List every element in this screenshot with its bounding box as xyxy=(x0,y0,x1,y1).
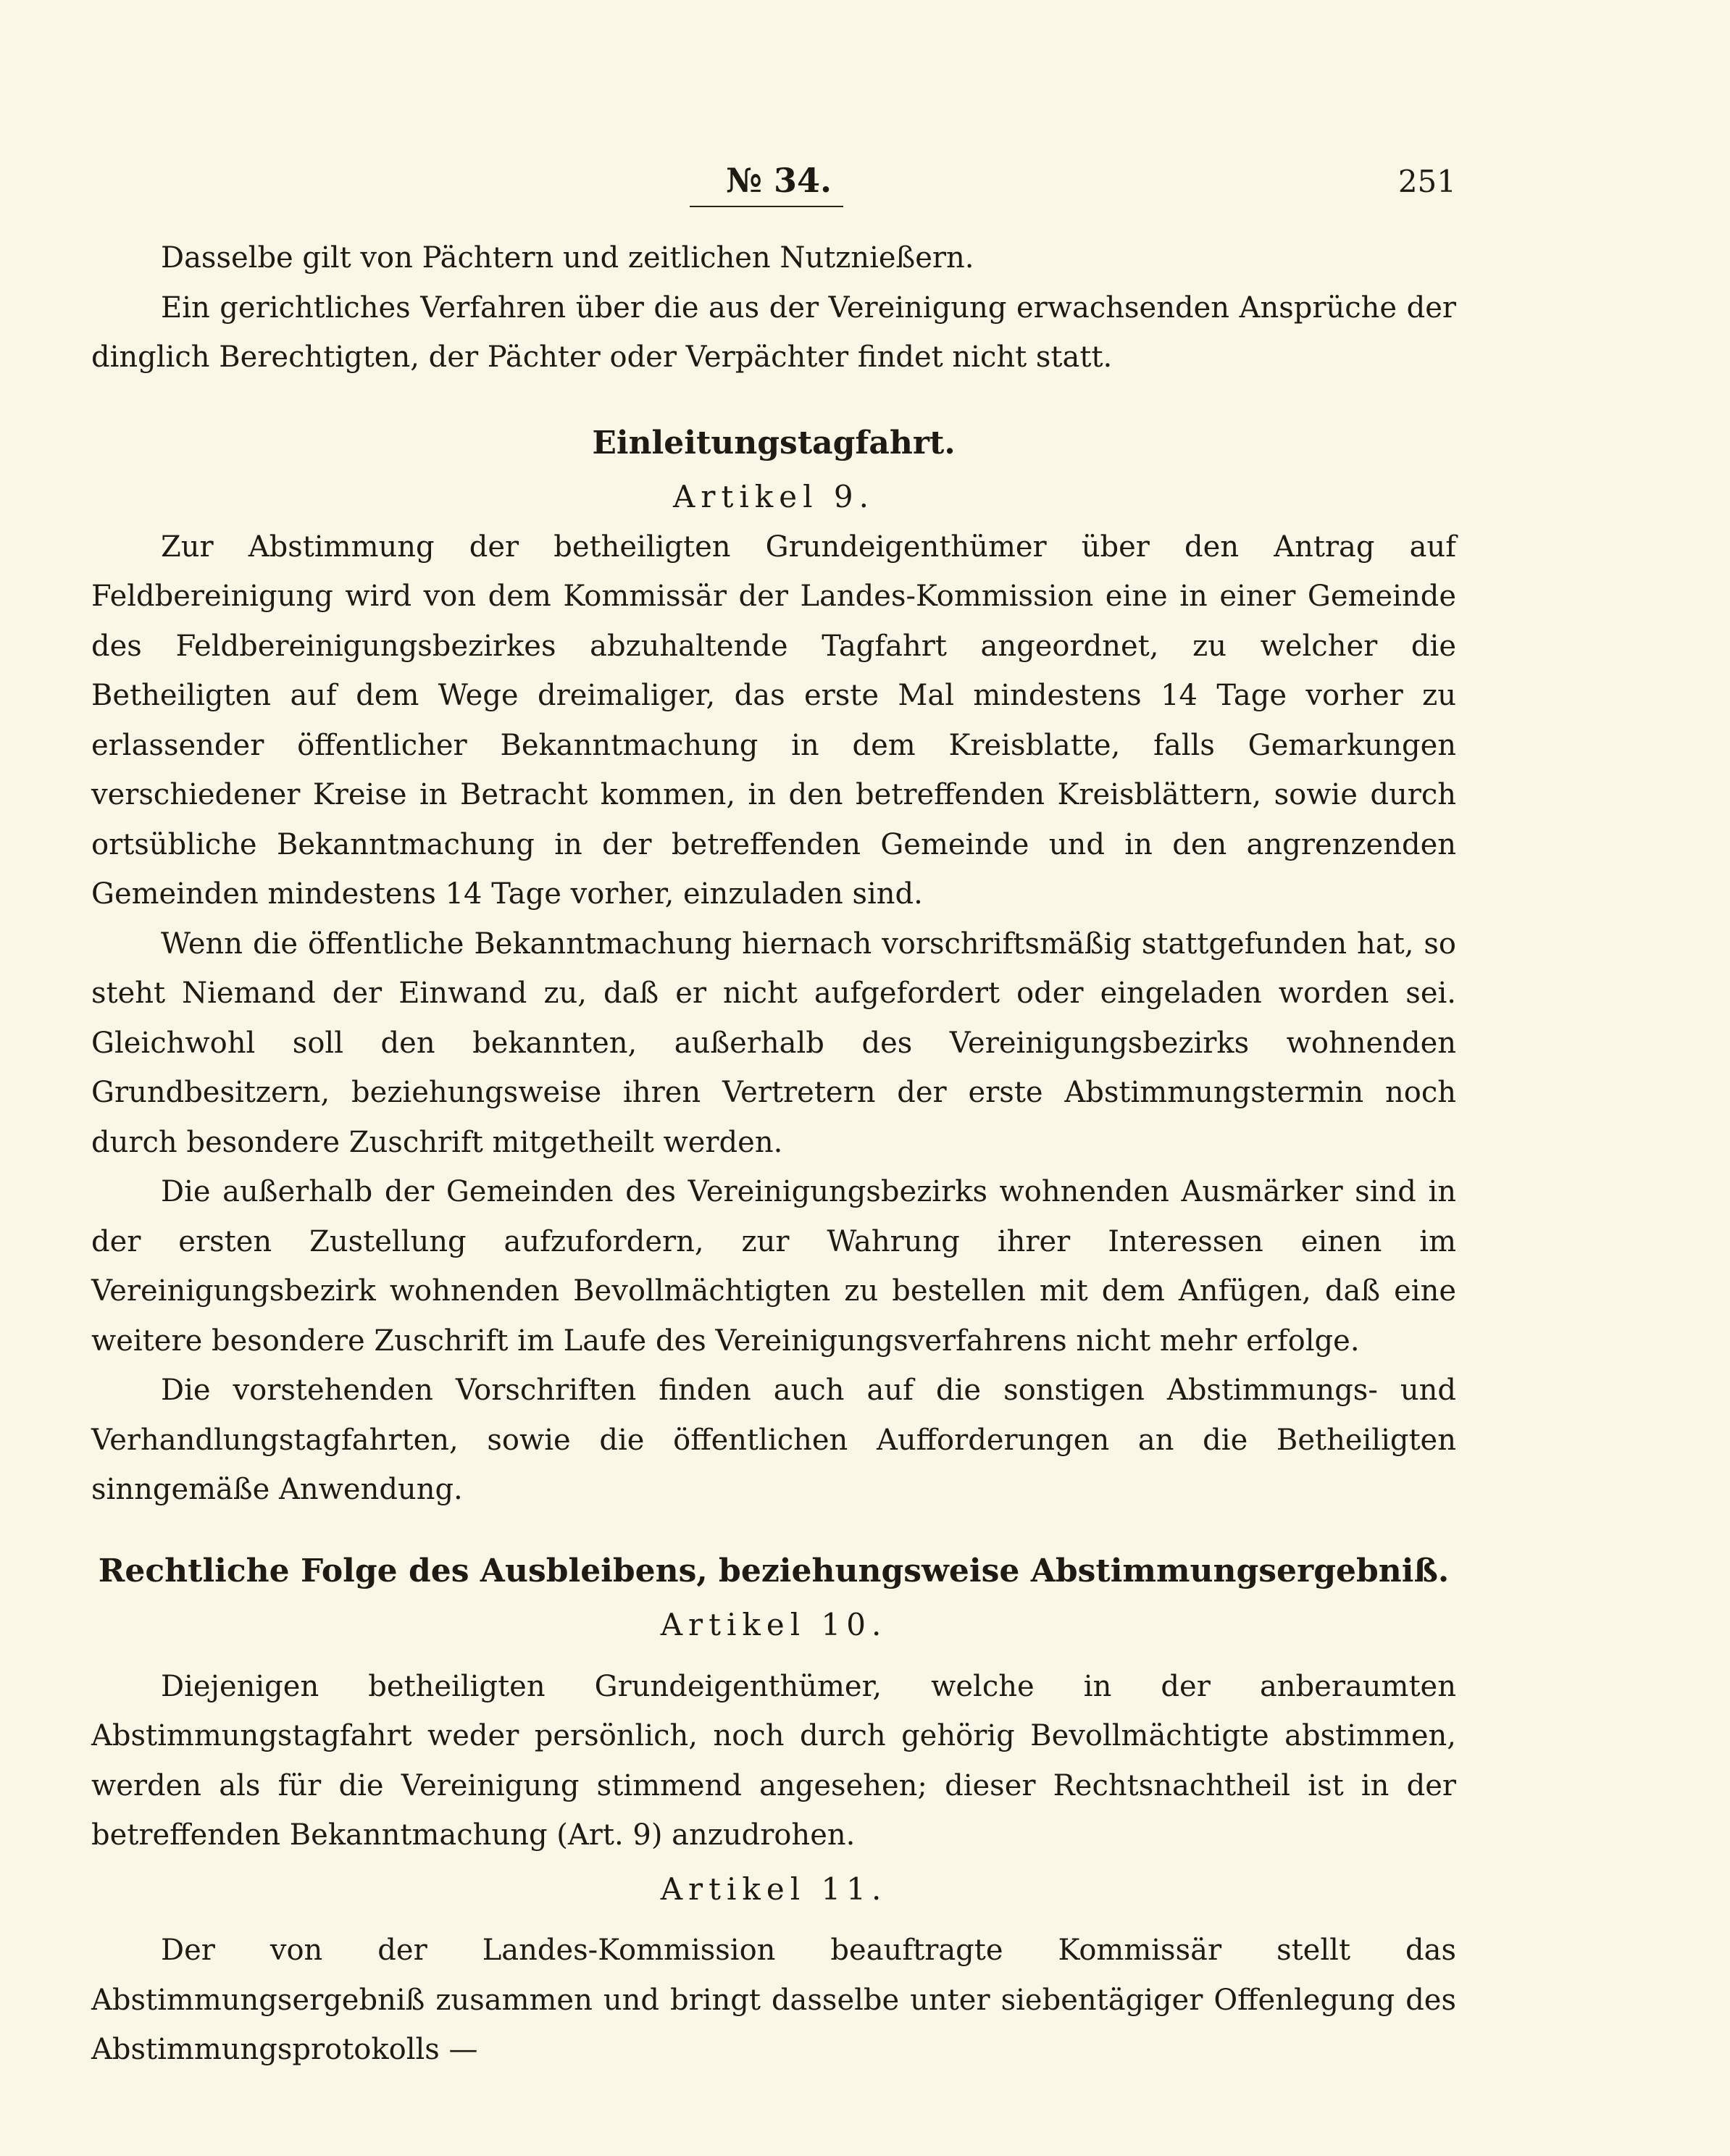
issue-number: № 34. xyxy=(725,161,832,200)
article-heading: Artikel 11. xyxy=(660,1871,887,1907)
header-rule xyxy=(690,206,843,207)
paragraph: Ein gerichtliches Verfahren über die aus der Vereinigung erwachsenden Ansprüche der dinglich Berechtigten, der Pächter oder Verpächter findet nicht statt. xyxy=(91,291,1456,374)
paragraph: Der von der Landes-Kommission beauftragte Kommissär stellt das Abstimmungsergebniß zusammen und bringt dasselbe unter siebentägiger Offenlegung des Abstimmungsprotokolls — xyxy=(91,1934,1456,2066)
paragraph: Diejenigen betheiligten Grundeigenthümer, welche in der anberaumten Abstimmungstagfahrt weder persönlich, noch durch gehörig Bevollmächtigte abstimmen, werden als für die Vereinigung stimmend angesehen; dieser Rechtsnachtheil ist in der betreffenden Bekanntmachung (Art. 9) anzudrohen. xyxy=(91,1669,1456,1852)
document-body xyxy=(91,233,1456,2075)
paragraph: Die vorstehenden Vorschriften finden auch auf die sonstigen Abstimmungs- und Verhandlungstagfahrten, sowie die öffentlichen Aufforderungen an die Betheiligten sinngemäße Anwendung. xyxy=(91,1374,1456,1506)
paragraph: Wenn die öffentliche Bekanntmachung hiernach vorschriftsmäßig stattgefunden hat, so steht Niemand der Einwand zu, daß er nicht aufgefordert oder eingeladen worden sei. Gleichwohl soll den bekannten, außerhalb des Vereinigungsbezirks wohnenden Grundbesitzern, beziehungsweise ihren Vertretern der erste Abstimmungstermin noch durch besondere Zuschrift mitgetheilt werden. xyxy=(91,927,1456,1159)
paragraph: Dasselbe gilt von Pächtern und zeitlichen Nutznießern. xyxy=(161,241,974,275)
paragraph: Zur Abstimmung der betheiligten Grundeigenthümer über den Antrag auf Feldbereinigung wird von dem Kommissär der Landes-Kommission eine in einer Gemeinde des Feldbereinigungsbezirkes abzuhaltende Tagfahrt angeordnet, zu welcher die Betheiligten auf dem Wege dreimaliger, das erste Mal mindestens 14 Tage vorher zu erlassender öffentlicher Bekanntmachung in dem Kreisblatte, falls Gemarkungen verschiedener Kreise in Betracht kommen, in den betreffenden Kreisblättern, sowie durch ortsübliche Bekanntmachung in der betreffenden Gemeinde und in den angrenzenden Gemeinden mindestens 14 Tage vorher, einzuladen sind. xyxy=(91,530,1456,911)
article-heading: Artikel 10. xyxy=(660,1607,887,1642)
page-header xyxy=(0,161,1730,212)
page-number: 251 xyxy=(1397,164,1456,199)
section-heading: Rechtliche Folge des Ausbleibens, beziehungsweise Abstimmungsergebniß. xyxy=(98,1552,1450,1589)
section-heading: Einleitungstagfahrt. xyxy=(592,424,956,461)
article-heading: Artikel 9. xyxy=(673,479,874,514)
paragraph: Die außerhalb der Gemeinden des Vereinigungsbezirks wohnenden Ausmärker sind in der ersten Zustellung aufzufordern, zur Wahrung ihrer Interessen einen im Vereinigungsbezirk wohnenden Bevollmächtigten zu bestellen mit dem Anfügen, daß eine weitere besondere Zuschrift im Laufe des Vereinigungsverfahrens nicht mehr erfolge. xyxy=(91,1175,1456,1358)
